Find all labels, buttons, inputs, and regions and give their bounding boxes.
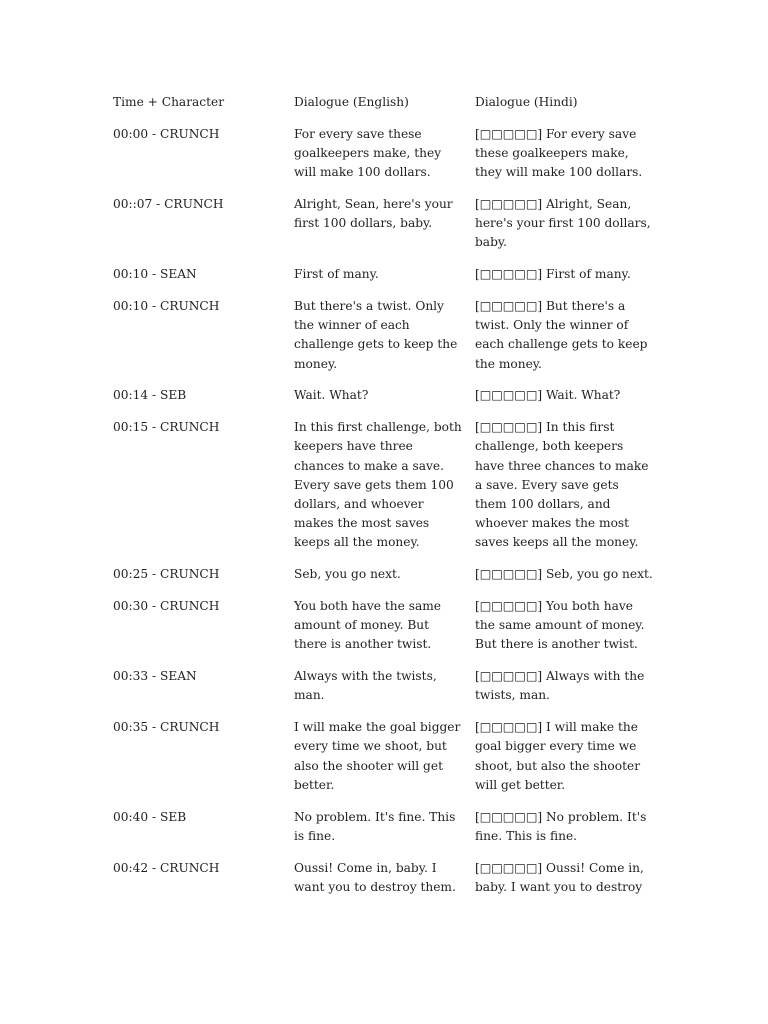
row-time-character: 00:10 - CRUNCH (113, 299, 220, 313)
row-dialogue-hindi: [□□□□□] You both have the same amount of money. But there is another twist. (475, 599, 645, 652)
row-dialogue-english: I will make the goal bigger every time we shoot, but also the shooter will get better. (294, 720, 461, 792)
row-dialogue-hindi: [□□□□□] In this first challenge, both keepers have three chances to make a save. Every save gets them 100 dollars, and whoever makes the most saves keeps all the money. (475, 420, 649, 550)
row-dialogue-english: Always with the twists, man. (294, 669, 437, 703)
row-dialogue-english: For every save these goalkeepers make, they will make 100 dollars. (294, 126, 442, 180)
row-dialogue-english: You both have the same amount of money. But there is another twist. (294, 599, 442, 652)
table-row (113, 418, 653, 552)
row-dialogue-hindi: [□□□□□] Oussi! Come in, baby. I want you to destroy (475, 860, 644, 894)
row-dialogue-hindi: [□□□□□] Seb, you go next. (475, 567, 653, 582)
row-dialogue-english: Wait. What? (294, 388, 369, 403)
row-dialogue-hindi: [□□□□□] First of many. (475, 267, 631, 282)
header-dialogue-english: Dialogue (English) (294, 95, 409, 109)
row-dialogue-hindi: [□□□□□] Wait. What? (475, 388, 621, 403)
header-time-character: Time + Character (113, 95, 225, 109)
table-header-row (113, 93, 653, 112)
table-row (113, 195, 653, 253)
row-dialogue-english: Oussi! Come in, baby. I want you to destroy them. (294, 860, 456, 894)
row-time-character: 00:42 - CRUNCH (113, 860, 220, 875)
row-time-character: 00:00 - CRUNCH (113, 126, 220, 141)
row-dialogue-english: In this first challenge, both keepers have three chances to make a save. Every save gets them 100 dollars, and whoever makes the most saves keeps all the money. (294, 420, 462, 550)
row-time-character: 00:15 - CRUNCH (113, 420, 220, 435)
row-dialogue-english: Seb, you go next. (294, 567, 401, 582)
table-row (113, 565, 653, 584)
row-time-character: 00:14 - SEB (113, 388, 187, 403)
table-row (113, 265, 653, 284)
row-dialogue-hindi: [□□□□□] I will make the goal bigger every time we shoot, but also the shooter will get better. (475, 720, 641, 792)
row-time-character: 00:25 - CRUNCH (113, 567, 220, 582)
row-dialogue-english: Alright, Sean, here's your first 100 dollars, baby. (294, 197, 453, 231)
table-row (113, 386, 653, 405)
row-dialogue-hindi: [□□□□□] Alright, Sean, here's your first 100 dollars, baby. (475, 197, 651, 250)
table-row (113, 808, 653, 846)
row-time-character: 00:10 - SEAN (113, 267, 197, 282)
row-time-character: 00:40 - SEB (113, 809, 187, 824)
row-time-character: 00::07 - CRUNCH (113, 197, 224, 211)
row-time-character: 00:35 - CRUNCH (113, 720, 220, 735)
row-time-character: 00:33 - SEAN (113, 669, 197, 684)
row-dialogue-hindi: [□□□□□] But there's a twist. Only the winner of each challenge gets to keep the money. (475, 299, 648, 371)
table-row (113, 718, 653, 795)
table-row (113, 125, 653, 183)
table-row (113, 667, 653, 705)
table-row (113, 859, 653, 897)
dialogue-table (113, 93, 653, 897)
row-time-character: 00:30 - CRUNCH (113, 599, 220, 614)
row-dialogue-english: But there's a twist. Only the winner of each challenge gets to keep the money. (294, 299, 458, 371)
table-row (113, 297, 653, 374)
table-row (113, 597, 653, 655)
row-dialogue-hindi: [□□□□□] Always with the twists, man. (475, 669, 645, 703)
row-dialogue-english: No problem. It's fine. This is fine. (294, 809, 456, 843)
row-dialogue-english: First of many. (294, 267, 379, 282)
row-dialogue-hindi: [□□□□□] For every save these goalkeepers make, they will make 100 dollars. (475, 126, 643, 180)
row-dialogue-hindi: [□□□□□] No problem. It's fine. This is fine. (475, 809, 647, 843)
header-dialogue-hindi: Dialogue (Hindi) (475, 95, 578, 109)
